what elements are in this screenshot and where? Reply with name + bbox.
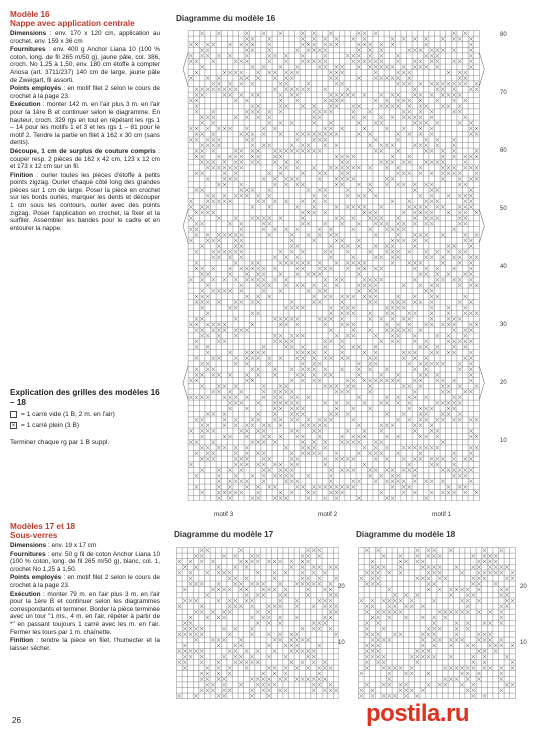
model1718-subtitle: Sous-verres [10, 531, 58, 540]
diagram18-title: Diagramme du modèle 18 [356, 530, 456, 539]
model1718-instructions [10, 522, 160, 653]
legend-empty-row [10, 411, 160, 418]
legend-title: Explication des grilles des modèles 16 – 18 [10, 388, 160, 407]
diagram17-title: Diagramme du modèle 17 [174, 530, 274, 539]
legend-full-row [10, 422, 160, 429]
model16-finition: Finition : ourler toutes les pièces d'étoffe à petits points zigzag. Ourler chaque côté long des grandes pièces sur 1 cm de large. Poser la pièce en crochet sur les bords ourlés, marquer les dents et découper 1 cm sous les contours, ourler avec des points zigzag. Poser l'application en crochet, la fixer et la surfiler. Assembler les bandes pour le cadre et en entourer la nappe. [10, 171, 160, 232]
diagram16-title: Diagramme du modèle 16 [176, 14, 276, 23]
diagram17-row-label: 10 [338, 640, 345, 646]
diagram16-row-label: 70 [500, 90, 507, 96]
diagram17-grid [176, 547, 339, 699]
model16-fournitures: Fournitures : env. 400 g Anchor Liana 10 (100 % coton, long. de fil 265 m/50 g), jaune pâle, col. 386, croch. No 1,25 à 1,50, env. 180 cm étoffe à compter Ariosa (art. 3711/237) 140 cm de large, jaune pâle de Zweigart, fil assorti. [10, 46, 160, 84]
watermark-logo: postila.ru [366, 700, 470, 727]
diagram18-row-label: 10 [520, 640, 527, 646]
model1718-execution: Exécution : monter 79 m. en l'air plus 3 m. en l'air pour la 1ère B et continuer selon les diagrammes correspondants et terminer. Border la pièce terminée avec un tour "1 ms., 4 m. en l'air, répéter à partir de *" en passant toujours 1 carré avec les m. en l'air. Fermer les tours par 1 m. chaînette. [10, 590, 160, 636]
cross-square-icon: × [11, 423, 16, 429]
diagram18-row-label: 20 [520, 584, 527, 590]
model16-subtitle: Nappe avec application centrale [10, 19, 135, 28]
motif-label: motif 3 [214, 511, 234, 518]
diagram16-row-label: 60 [500, 148, 507, 154]
model1718-title: Modèles 17 et 18 [10, 522, 76, 531]
model1718-points: Points employés : en motif filet 2 selon le cours de crochet à la page 23. [10, 574, 160, 589]
model16-execution: Exécution : monter 142 m. en l'air plus 3 m. en l'air pour la 1ère B et continuer selon le diagramme. En hauteur, croch. 329 rgs en tout en répétant les rgs 1 – 14 pour les motifs 1 et 3 et les rgs 1 – 81 pour le motif 2. Tendre la partie en filet à 162 x 30 cm (sans dents). [10, 101, 160, 147]
model16-instructions [10, 10, 160, 233]
diagram16-row-label: 50 [500, 206, 507, 212]
model1718-fournitures: Fournitures : env. 50 g fil de coton Anchor Liana 10 (100 % coton, long. de fil 265 m/50 g), blanc, col. 1, crochet No 1,25 à 1,50. [10, 550, 160, 573]
motif-label: motif 1 [432, 511, 452, 518]
diagram16-row-label: 40 [500, 264, 507, 270]
diagram16-svg [182, 30, 485, 501]
diagram16-grid [182, 30, 485, 501]
model16-title: Modèle 16 [10, 10, 50, 19]
model16-dimensions: Dimensions : env. 170 x 120 cm, application au crochet, env. 159 x 36 cm [10, 30, 160, 45]
diagram16-row-label: 80 [500, 32, 507, 38]
diagram16-row-label: 20 [500, 380, 507, 386]
legend-full-label: = 1 carré plein (3 B) [21, 422, 80, 429]
diagram17-svg [176, 547, 339, 699]
diagram16-row-label: 30 [500, 322, 507, 328]
diagram18-grid [358, 547, 516, 699]
diagram17-row-label: 20 [338, 584, 345, 590]
diagram16-row-label: 10 [500, 438, 507, 444]
model16-points: Points employés : en motif filet 2 selon le cours de crochet à la page 23. [10, 85, 160, 100]
motif-label: motif 2 [318, 511, 338, 518]
model16-decoupe: Découpe, 1 cm de surplus de couture compris : couper resp. 2 pièces de 162 x 42 cm, 123 x 12 cm et 173 x 12 cm sur un fil. [10, 147, 160, 171]
legend-empty-label: = 1 carré vide (1 B, 2 m. en l'air) [21, 411, 115, 418]
page-number: 26 [12, 716, 21, 725]
grid-legend [10, 388, 160, 446]
model1718-dimensions: Dimensions : env. 19 x 17 cm [10, 542, 97, 549]
model1718-finition: Finition : tendre la pièce en filet, l'humecter et la laisser sécher. [10, 637, 160, 652]
empty-square-icon [10, 411, 17, 418]
diagram18-svg [358, 547, 516, 699]
legend-note: Terminer chaque rg par 1 B suppl. [10, 439, 110, 446]
